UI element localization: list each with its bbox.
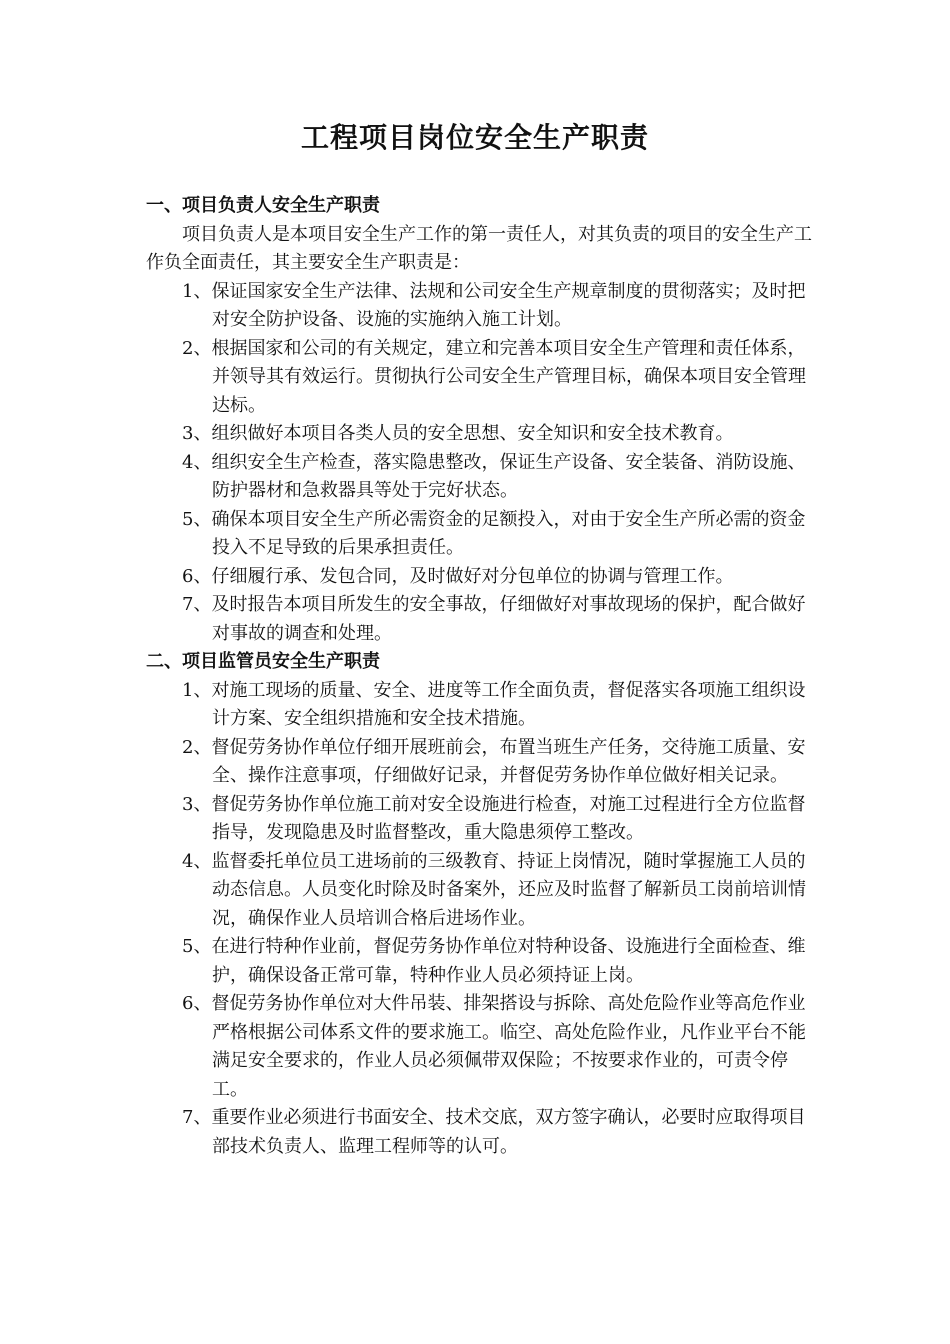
list-item: 5、确保本项目安全生产所必需资金的足额投入，对由于安全生产所必需的资金投入不足导致的后果承担责任。 (182, 508, 806, 558)
duty-list (146, 677, 818, 1162)
list-item: 1、保证国家安全生产法律、法规和公司安全生产规章制度的贯彻落实；及时把对安全防护设备、设施的实施纳入施工计划。 (182, 280, 806, 330)
section-intro: 项目负责人是本项目安全生产工作的第一责任人，对其负责的项目的安全生产工作负全面责任，其主要安全生产职责是： (146, 223, 812, 273)
list-item: 7、及时报告本项目所发生的安全事故，仔细做好对事故现场的保护，配合做好对事故的调查和处理。 (182, 594, 806, 644)
list-item: 3、督促劳务协作单位施工前对安全设施进行检查，对施工过程进行全方位监督指导，发现隐患及时监督整改，重大隐患须停工整改。 (182, 793, 806, 843)
list-item: 3、组织做好本项目各类人员的安全思想、安全知识和安全技术教育。 (182, 423, 734, 444)
list-item: 4、组织安全生产检查，落实隐患整改，保证生产设备、安全装备、消防设施、防护器材和急救器具等处于完好状态。 (182, 451, 806, 501)
section-heading: 一、项目负责人安全生产职责 (146, 195, 380, 216)
section-project-supervisor (146, 648, 818, 1161)
section-project-leader (146, 192, 818, 648)
list-item: 7、重要作业必须进行书面安全、技术交底，双方签字确认，必要时应取得项目部技术负责人、监理工程师等的认可。 (182, 1107, 806, 1157)
list-item: 5、在进行特种作业前，督促劳务协作单位对特种设备、设施进行全面检查、维护，确保设备正常可靠，特种作业人员必须持证上岗。 (182, 936, 806, 986)
list-item: 6、仔细履行承、发包合同，及时做好对分包单位的协调与管理工作。 (182, 565, 734, 587)
list-item: 4、监督委托单位员工进场前的三级教育、持证上岗情况，随时掌握施工人员的动态信息。人员变化时除及时备案外，还应及时监督了解新员工岗前培训情况，确保作业人员培训合格后进场作业。 (182, 850, 806, 929)
document-body (146, 192, 818, 1161)
list-item: 2、督促劳务协作单位仔细开展班前会，布置当班生产任务，交待施工质量、安全、操作注意事项，仔细做好记录，并督促劳务协作单位做好相关记录。 (182, 736, 806, 786)
list-item: 2、根据国家和公司的有关规定，建立和完善本项目安全生产管理和责任体系，并领导其有效运行。贯彻执行公司安全生产管理目标，确保本项目安全管理达标。 (182, 337, 806, 416)
list-item: 6、督促劳务协作单位对大件吊装、排架搭设与拆除、高处危险作业等高危作业严格根据公司体系文件的要求施工。临空、高处危险作业，凡作业平台不能满足安全要求的，作业人员必须佩带双保险；不按要求作业的，可责令停工。 (182, 993, 806, 1100)
section-heading: 二、项目监管员安全生产职责 (146, 651, 380, 672)
duty-list (146, 278, 818, 649)
list-item: 1、对施工现场的质量、安全、进度等工作全面负责，督促落实各项施工组织设计方案、安全组织措施和安全技术措施。 (182, 679, 806, 729)
page-title: 工程项目岗位安全生产职责 (300, 121, 649, 154)
